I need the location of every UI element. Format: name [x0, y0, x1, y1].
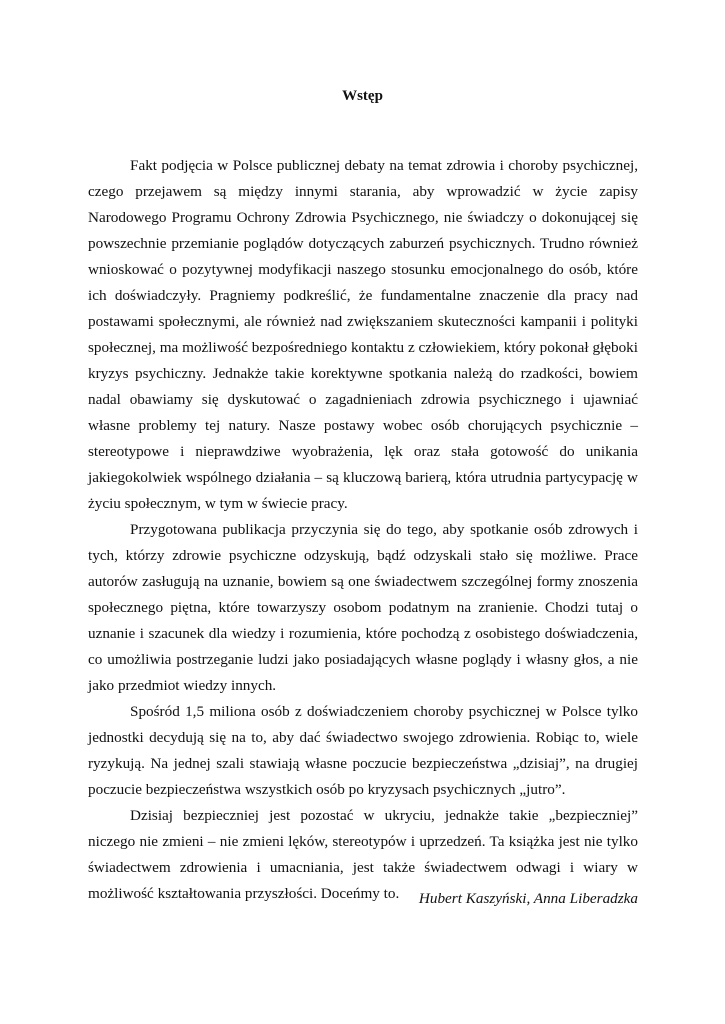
document-body — [88, 153, 638, 907]
paragraph-4: Dzisiaj bezpieczniej jest pozostać w ukryciu, jednakże takie „bezpieczniej” niczego nie zmieni – nie zmieni lęków, stereotypów i uprzedzeń. Ta książka jest nie tylko świadectwem zdrowienia i umacniania, jest także świadectwem odwagi i wiary w możliwość kształtowania przyszłości. Doceńmy to. — [88, 807, 638, 902]
author-signature: Hubert Kaszyński, Anna Liberadzka — [418, 890, 638, 907]
page-title: Wstęp — [342, 88, 383, 104]
paragraph-3: Spośród 1,5 miliona osób z doświadczeniem choroby psychicznej w Polsce tylko jednostki decydują się na to, aby dać świadectwo swojego zdrowienia. Robiąc to, wiele ryzykują. Na jednej szali stawiają własne poczucie bezpieczeństwa „dzisiaj”, na drugiej poczucie bezpieczeństwa wszystkich osób po kryzysach psychicznych „jutro”. — [88, 703, 638, 798]
paragraph-1: Fakt podjęcia w Polsce publicznej debaty na temat zdrowia i choroby psychicznej, czego przejawem są między innymi starania, aby wprowadzić w życie zapisy Narodowego Programu Ochrony Zdrowia Psychicznego, nie świadczy o dokonującej się powszechnie przemianie poglądów dotyczących zaburzeń psychicznych. Trudno również wnioskować o pozytywnej modyfikacji naszego stosunku emocjonalnego do osób, które ich doświadczyły. Pragniemy podkreślić, że fundamentalne znaczenie dla pracy nad postawami społecznymi, ale również nad zwiększaniem skuteczności kampanii i polityki społecznej, ma możliwość bezpośredniego kontaktu z człowiekiem, który pokonał głęboki kryzys psychiczny. Jednakże takie korektywne spotkania należą do rzadkości, bowiem nadal obawiamy się dyskutować o zagadnieniach zdrowia psychicznego i ujawniać własne problemy tej natury. Nasze postawy wobec osób chorujących psychicznie – stereotypowe i nieprawdziwe wyobrażenia, lęk oraz stała gotowość do unikania jakiegokolwiek wspólnego działania – są kluczową barierą, która utrudnia partycypację w życiu społecznym, w tym w świecie pracy. — [88, 157, 638, 512]
paragraph-2: Przygotowana publikacja przyczynia się do tego, aby spotkanie osób zdrowych i tych, którzy zdrowie psychiczne odzyskują, bądź odzyskali stało się możliwe. Prace autorów zasługują na uznanie, bowiem są one świadectwem szczególnej formy znoszenia społecznego piętna, które towarzyszy osobom podatnym na zranienie. Chodzi tutaj o uznanie i szacunek dla wiedzy i rozumienia, które pochodzą z osobistego doświadczenia, co umożliwia postrzeganie ludzi jako posiadających własne poglądy i własny głos, a nie jako przedmiot wiedzy innych. — [88, 521, 638, 694]
